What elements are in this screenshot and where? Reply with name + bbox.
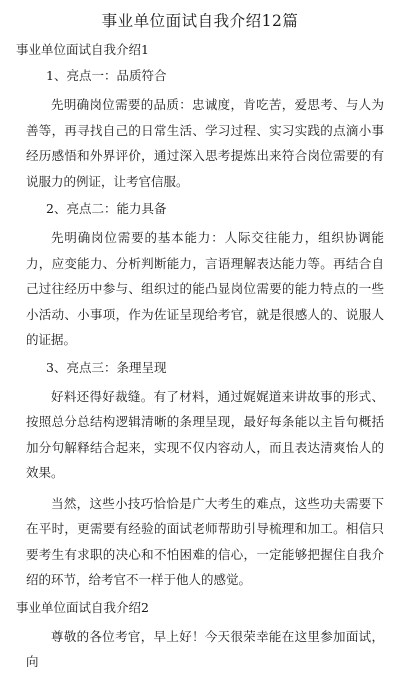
section-2 [16,598,384,675]
section-heading: 事业单位面试自我介绍2 [16,599,149,615]
point-heading: 3、亮点三：条理呈现 [46,359,167,375]
paragraph: 尊敬的各位考官，早上好！今天很荣幸能在这里参加面试，向 [26,628,384,669]
paragraph: 先明确岗位需要的品质：忠诚度，肯吃苦，爱思考、与人为善等，再寻找自己的日常生活、学习过程、实习实践的点滴小事经历感悟和外界评价，通过深入思考提炼出来符合岗位需要的有说服力的例证，让考官信服。 [26,97,384,189]
paragraph: 当然，这些小技巧恰恰是广大考生的难点，这些功夫需要下在平时，更需要有经验的面试老师帮助引导梳理和加工。相信只要考生有求职的决心和不怕困难的信心，一定能够把握住自我介绍的环节，给考官不一样于他人的感觉。 [26,495,384,587]
point-heading: 2、亮点二：能力具备 [46,201,167,216]
paragraph: 好料还得好裁缝。有了材料，通过娓娓道来讲故事的形式、按照总分总结构逻辑清晰的条理呈现，最好每条能以主旨句概括加分句解释结合起来，实现不仅内容动人，而且表达清爽怡人的效果。 [26,388,384,480]
point-heading: 1、亮点一：品质符合 [46,68,167,83]
paragraph: 先明确岗位需要的基本能力：人际交往能力，组织协调能力，应变能力、分析判断能力，言语理解表达能力等。再结合自己过往经历中参与、组织过的能凸显岗位需要的能力特点的一些小活动、小事项，作为佐证呈现给考官，就是很感人的、说服人的证据。 [26,230,384,347]
document-title: 事业单位面试自我介绍12篇 [101,12,299,30]
section-heading: 事业单位面试自我介绍1 [16,42,149,57]
section-1 [16,40,384,593]
